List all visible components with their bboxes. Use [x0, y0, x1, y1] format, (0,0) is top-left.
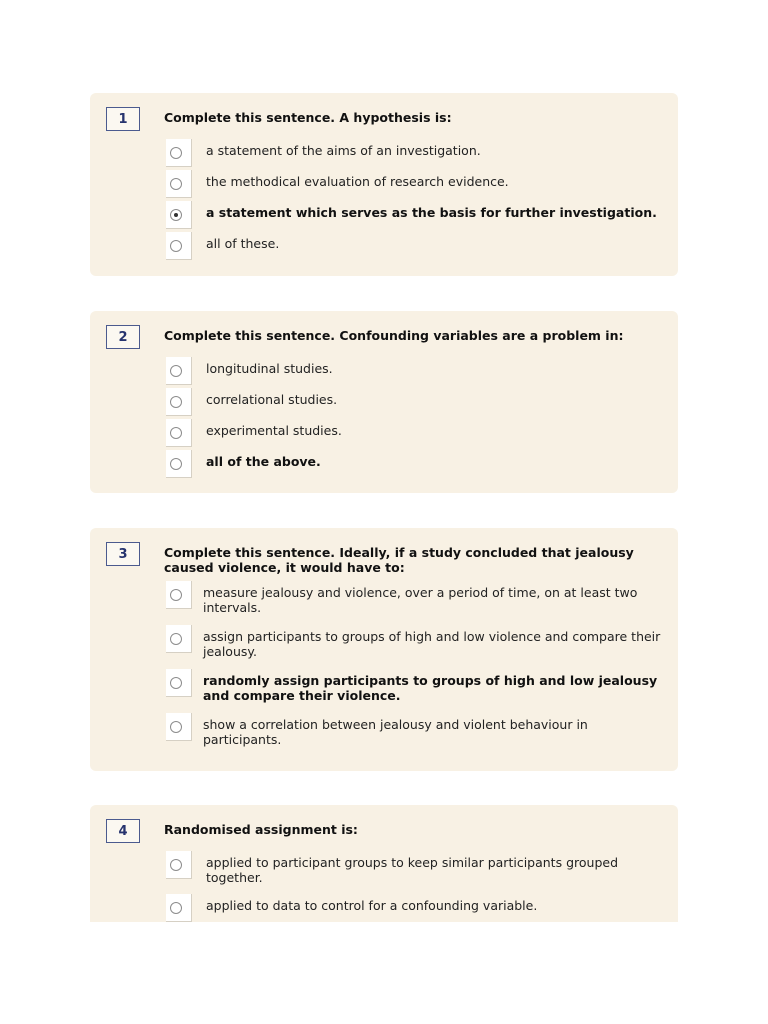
- option-label: show a correlation between jealousy and violent behaviour in participants.: [203, 717, 588, 747]
- radio-cell: [166, 419, 192, 447]
- option-label: measure jealousy and violence, over a period of time, on at least two intervals.: [203, 585, 638, 615]
- question-prompt: Complete this sentence. Ideally, if a study concluded that jealousy caused violence, it would have to:: [164, 545, 634, 575]
- answer-option[interactable]: [166, 388, 666, 416]
- option-label: applied to data to control for a confounding variable.: [206, 898, 538, 913]
- option-label: randomly assign participants to groups of high and low jealousy and compare their violence.: [203, 673, 658, 703]
- radio-button[interactable]: [170, 396, 182, 408]
- radio-button[interactable]: [170, 427, 182, 439]
- answer-option[interactable]: [166, 894, 666, 922]
- radio-button-selected[interactable]: [170, 209, 182, 221]
- option-label: all of these.: [206, 236, 280, 251]
- radio-cell: [166, 581, 192, 609]
- option-label: applied to participant groups to keep similar participants grouped together.: [206, 855, 618, 885]
- question-number: 3: [106, 542, 140, 566]
- answer-option[interactable]: [166, 170, 666, 198]
- radio-cell: [166, 139, 192, 167]
- option-label: assign participants to groups of high and low violence and compare their jealousy.: [203, 629, 661, 659]
- answer-option[interactable]: [166, 232, 666, 260]
- radio-cell: [166, 851, 192, 879]
- question-card-3: [90, 528, 678, 771]
- radio-cell: [166, 669, 192, 697]
- answer-option[interactable]: [166, 450, 666, 478]
- option-label: longitudinal studies.: [206, 361, 333, 376]
- question-prompt: Complete this sentence. Confounding variables are a problem in:: [164, 328, 624, 343]
- option-label: experimental studies.: [206, 423, 342, 438]
- question-card-2: [90, 311, 678, 493]
- answer-option[interactable]: [166, 625, 666, 659]
- option-label: a statement of the aims of an investigation.: [206, 143, 481, 158]
- option-label: all of the above.: [206, 454, 321, 469]
- question-card-4: [90, 805, 678, 922]
- question-number: 4: [106, 819, 140, 843]
- question-card-1: [90, 93, 678, 276]
- question-prompt: Randomised assignment is:: [164, 822, 358, 837]
- radio-cell: [166, 450, 192, 478]
- question-number: 2: [106, 325, 140, 349]
- answer-option[interactable]: [166, 419, 666, 447]
- answer-option[interactable]: [166, 581, 666, 615]
- radio-button[interactable]: [170, 721, 182, 733]
- radio-button[interactable]: [170, 178, 182, 190]
- radio-button[interactable]: [170, 677, 182, 689]
- radio-cell: [166, 388, 192, 416]
- radio-cell: [166, 201, 192, 229]
- option-label: the methodical evaluation of research evidence.: [206, 174, 509, 189]
- radio-button[interactable]: [170, 859, 182, 871]
- answer-option[interactable]: [166, 139, 666, 167]
- radio-cell: [166, 713, 192, 741]
- option-label: correlational studies.: [206, 392, 338, 407]
- answer-option[interactable]: [166, 201, 666, 229]
- answer-option[interactable]: [166, 851, 666, 885]
- answer-option[interactable]: [166, 357, 666, 385]
- radio-cell: [166, 170, 192, 198]
- radio-button[interactable]: [170, 589, 182, 601]
- radio-cell: [166, 232, 192, 260]
- radio-cell: [166, 625, 192, 653]
- question-number: 1: [106, 107, 140, 131]
- option-label: a statement which serves as the basis for further investigation.: [206, 205, 657, 220]
- radio-button[interactable]: [170, 365, 182, 377]
- radio-button[interactable]: [170, 902, 182, 914]
- answer-option[interactable]: [166, 669, 666, 703]
- radio-cell: [166, 894, 192, 922]
- radio-cell: [166, 357, 192, 385]
- radio-button[interactable]: [170, 147, 182, 159]
- question-prompt: Complete this sentence. A hypothesis is:: [164, 110, 452, 125]
- radio-button[interactable]: [170, 240, 182, 252]
- radio-button[interactable]: [170, 633, 182, 645]
- radio-button[interactable]: [170, 458, 182, 470]
- answer-option[interactable]: [166, 713, 666, 747]
